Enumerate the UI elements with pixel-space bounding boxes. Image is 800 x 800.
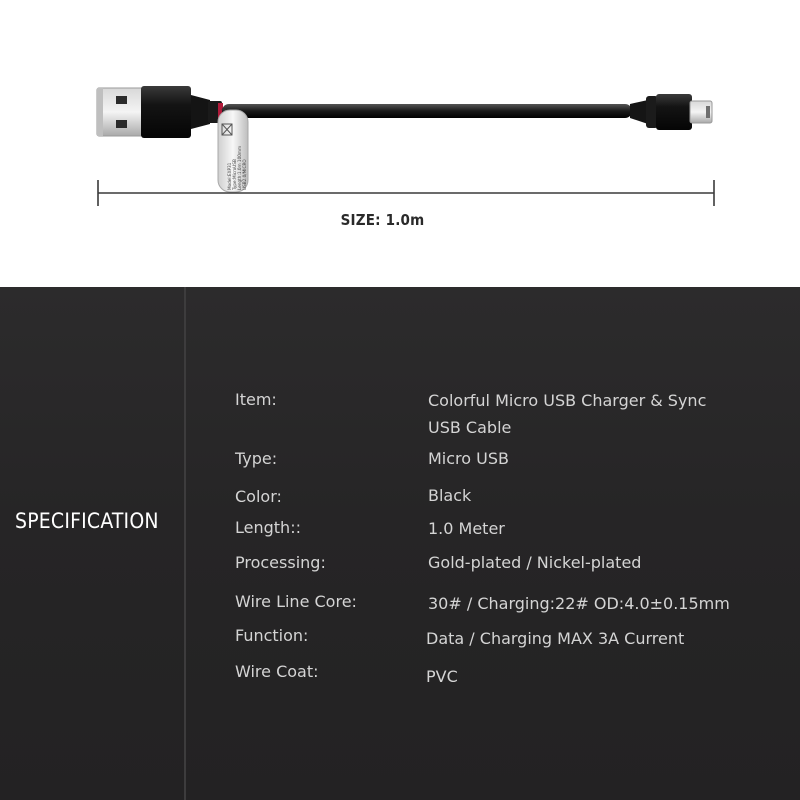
spec-value-color: Black [428, 486, 472, 505]
tag-text-line: Model:EXP31 [227, 162, 232, 190]
usb-a-plug [97, 86, 223, 138]
spec-value-type: Micro USB [428, 449, 509, 468]
spec-label-wire-line-core: Wire Line Core: [235, 592, 357, 611]
spec-value-item-cont: USB Cable [428, 418, 512, 437]
spec-value-function: Data / Charging MAX 3A Current [426, 629, 685, 648]
dimension-line [98, 180, 714, 206]
spec-value-wire-line-core: 30# / Charging:22# OD:4.0±0.15mm [428, 594, 730, 613]
panel-divider [184, 287, 186, 800]
spec-value-length: 1.0 Meter [428, 519, 505, 538]
usb-cable-illustration [0, 0, 800, 287]
spec-label-wire-coat: Wire Coat: [235, 662, 319, 681]
size-label: SIZE: 1.0m [340, 211, 425, 229]
spec-label-processing: Processing: [235, 553, 326, 572]
specification-title: SPECIFICATION [15, 509, 159, 533]
spec-label-item: Item: [235, 390, 277, 409]
tag-text-line: USB2.0/MICRO [242, 159, 247, 190]
cable [222, 104, 632, 118]
spec-value-processing: Gold-plated / Nickel-plated [428, 553, 642, 572]
tag-text-line: Length:1.0m 100mm [237, 145, 242, 190]
spec-label-type: Type: [235, 449, 278, 468]
spec-label-length: Length:: [235, 518, 301, 537]
cable-tag [218, 109, 248, 192]
spec-value-item: Colorful Micro USB Charger & Sync [428, 391, 707, 410]
product-image-area [0, 0, 800, 287]
spec-value-wire-coat: PVC [426, 667, 458, 686]
spec-label-color: Color: [235, 487, 282, 506]
micro-usb-plug [630, 94, 712, 130]
tag-text-line: Type:MicroUSB [232, 159, 237, 190]
specification-panel [0, 287, 800, 800]
spec-label-function: Function: [235, 626, 309, 645]
